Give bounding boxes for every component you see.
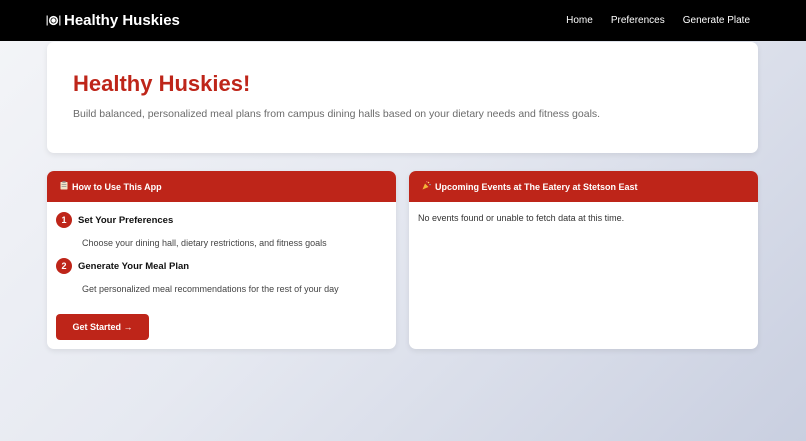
- how-to-card-body: [47, 202, 396, 332]
- brand-logo[interactable]: [46, 12, 180, 29]
- step-number-badge: 2: [56, 258, 72, 274]
- hero-card: [47, 42, 758, 153]
- how-to-card-title: How to Use This App: [72, 181, 162, 192]
- step-description: Get personalized meal recommendations for the rest of your day: [82, 284, 339, 294]
- step-title: Set Your Preferences: [78, 214, 174, 226]
- party-popper-icon: [422, 181, 431, 192]
- how-to-card: [47, 171, 396, 349]
- step-title: Generate Your Meal Plan: [78, 260, 190, 272]
- nav-links: [566, 15, 750, 26]
- step-number-badge: 1: [56, 212, 72, 228]
- events-card: [409, 171, 758, 349]
- top-navbar: [0, 0, 806, 41]
- clipboard-icon: [60, 181, 68, 192]
- events-card-header: [409, 171, 758, 202]
- plate-cutlery-icon: [46, 14, 61, 27]
- events-card-title: Upcoming Events at The Eatery at Stetson East: [435, 181, 638, 192]
- step-1: [56, 212, 387, 228]
- nav-link-home[interactable]: Home: [566, 15, 593, 26]
- nav-link-preferences[interactable]: Preferences: [610, 15, 665, 26]
- hero-title: Healthy Huskies!: [73, 71, 251, 96]
- nav-link-generate-plate[interactable]: Generate Plate: [682, 15, 750, 26]
- step-2: [56, 258, 387, 274]
- how-to-card-header: [47, 171, 396, 202]
- hero-subtitle: Build balanced, personalized meal plans from campus dining halls based on your dietary needs and fitness goals.: [73, 108, 601, 120]
- get-started-button[interactable]: Get Started →: [56, 314, 149, 340]
- brand-name: Healthy Huskies: [64, 12, 180, 29]
- events-card-body: [409, 202, 758, 231]
- events-empty-message: No events found or unable to fetch data at this time.: [418, 213, 625, 223]
- step-description: Choose your dining hall, dietary restrictions, and fitness goals: [82, 238, 327, 248]
